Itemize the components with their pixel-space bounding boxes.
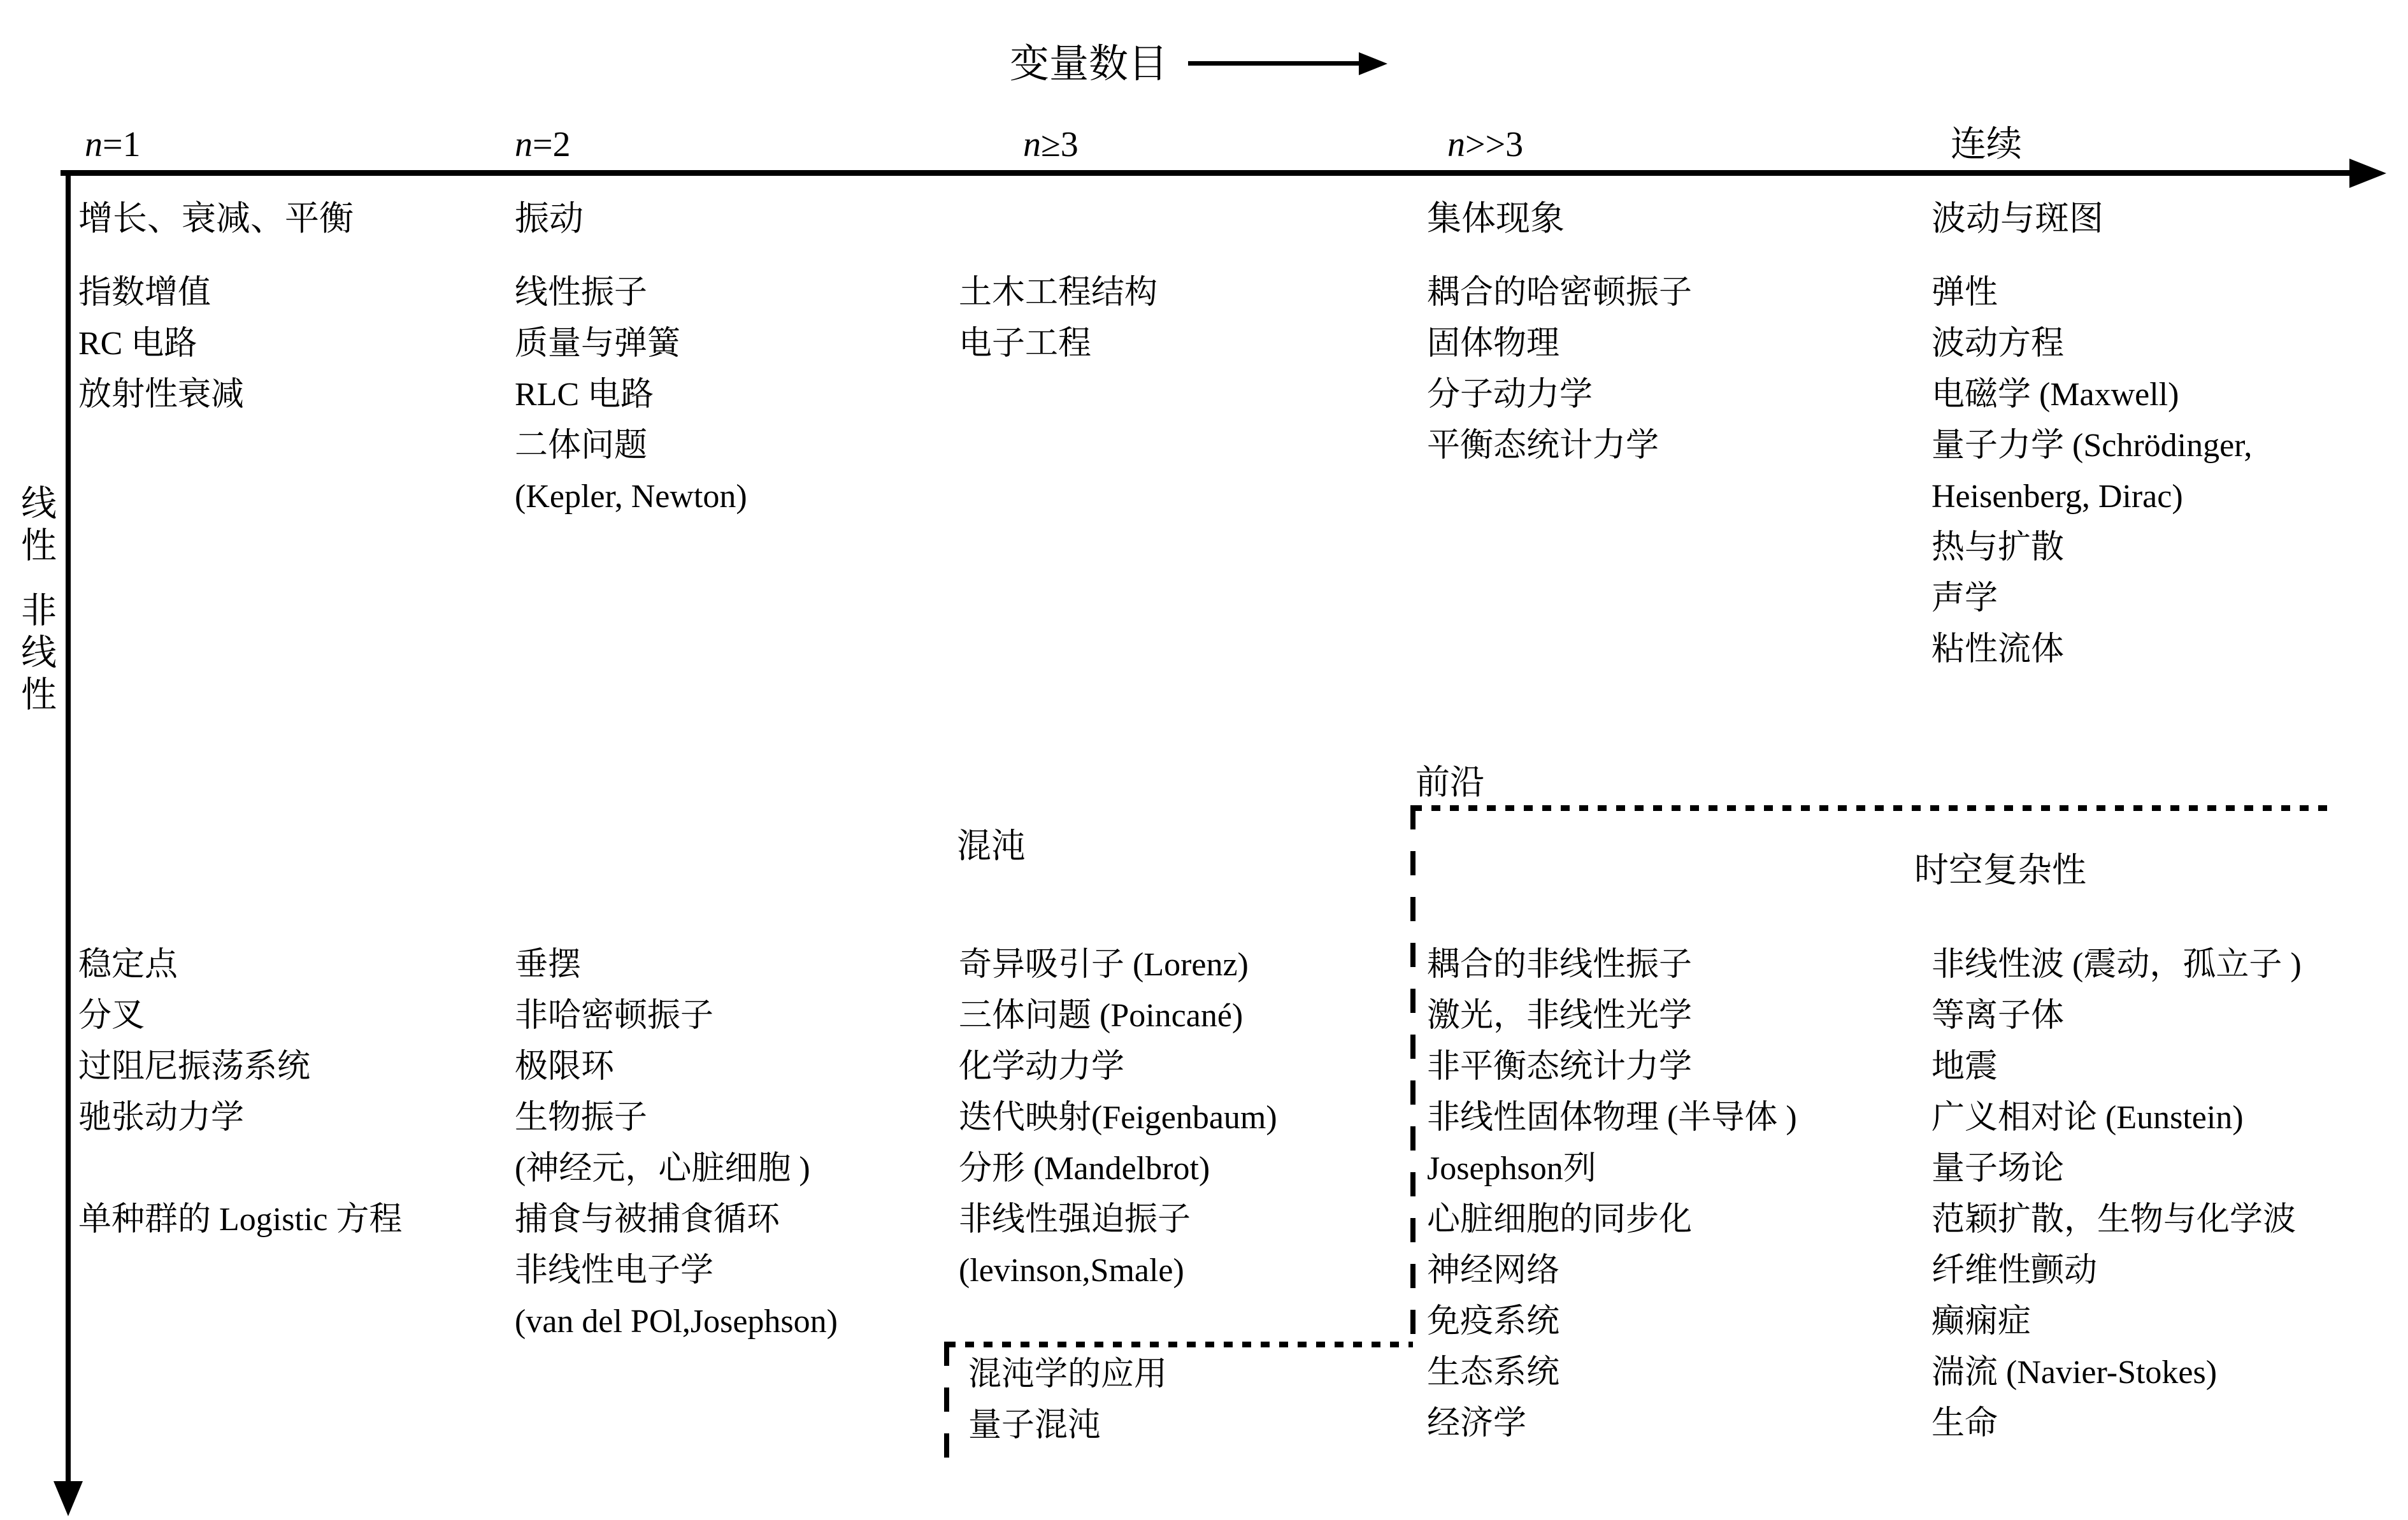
- cell-line: 非线性电子学: [515, 1252, 714, 1289]
- cell-line: Heisenberg, Dirac): [1931, 478, 2183, 515]
- cell-line: 分叉: [78, 998, 145, 1034]
- cell-line: 迭代映射(Feigenbaum): [959, 1100, 1277, 1136]
- cell-line: 波动方程: [1931, 326, 2065, 362]
- cell-line: 电磁学 (Maxwell): [1931, 376, 2179, 413]
- cell-line: 非线性固体物理 (半导体 ): [1427, 1100, 1797, 1136]
- header-n2-rest: =2: [533, 125, 571, 164]
- nonlinear-n2-cell: [515, 940, 838, 1347]
- cell-line: 湍流 (Navier-Stokes): [1931, 1354, 2218, 1391]
- cell-line: RLC 电路: [515, 376, 654, 413]
- nonlinear-n1-cell: [78, 940, 402, 1245]
- chaos-apps-top-dotted-line: [947, 1342, 1413, 1347]
- cell-line: (神经元，心脏细胞 ): [515, 1151, 810, 1187]
- nonlinear-nn3-cell: [1427, 940, 1797, 1449]
- header-n1-prefix: n: [85, 125, 103, 164]
- x-axis-line: [61, 170, 2354, 176]
- cell-line: Josephson列: [1427, 1151, 1596, 1187]
- frontier-boundary-top-dotted-line: [1413, 805, 2330, 811]
- cell-line: 稳定点: [78, 947, 178, 983]
- cell-line: 极限环: [515, 1049, 615, 1085]
- header-n3: [1023, 124, 1079, 165]
- cell-line: 纤维性颤动: [1931, 1252, 2098, 1289]
- category-collective: 集体现象: [1427, 199, 1565, 238]
- cell-line: 土木工程结构: [959, 275, 1158, 311]
- cell-line: 等离子体: [1931, 998, 2065, 1034]
- frontier-label: 前沿: [1415, 763, 1484, 801]
- spatiotemporal-label: 时空复杂性: [1914, 851, 2086, 889]
- cell-line: 混沌学的应用: [968, 1356, 1168, 1393]
- category-waves: 波动与斑图: [1931, 199, 2103, 238]
- cell-line: 分形 (Mandelbrot): [959, 1151, 1210, 1187]
- category-growth: 增长、衰减、平衡: [78, 199, 354, 238]
- linear-n3-cell: [959, 268, 1157, 369]
- cell-line: 生物振子: [515, 1100, 648, 1136]
- cell-line: 线性振子: [515, 275, 648, 311]
- linear-continuum-cell: [1931, 268, 2252, 675]
- cell-line: 非线性波 (震动，孤立子 ): [1931, 947, 2302, 983]
- linear-n1-cell: [78, 268, 244, 420]
- title-arrow-head-icon: [1359, 52, 1387, 75]
- header-nn3-prefix: n: [1447, 125, 1465, 164]
- cell-line: 激光，非线性光学: [1427, 998, 1693, 1034]
- linear-n2-cell: [515, 268, 747, 522]
- cell-line: 量子混沌: [968, 1407, 1101, 1444]
- cell-line: 电子工程: [959, 326, 1092, 362]
- cell-line: 固体物理: [1427, 326, 1560, 362]
- cell-line: [78, 1144, 402, 1194]
- category-vibration: 振动: [515, 199, 584, 238]
- cell-line: 捕食与被捕食循环: [515, 1201, 780, 1238]
- x-axis-arrow-head-icon: [2349, 159, 2386, 188]
- cell-line: 心脏细胞的同步化: [1427, 1201, 1693, 1238]
- linear-nn3-cell: [1427, 268, 1692, 471]
- header-continuum-rest: 连续: [1951, 125, 2022, 164]
- cell-line: 声学: [1931, 580, 1998, 617]
- header-n2: [515, 124, 571, 165]
- frontier-boundary-vertical-dashed-line: [1410, 805, 1415, 1345]
- y-axis-arrow-head-icon: [54, 1481, 83, 1516]
- header-n1-rest: =1: [103, 125, 141, 164]
- chaos-label: 混沌: [957, 827, 1026, 865]
- cell-line: 热与扩散: [1931, 529, 2065, 566]
- cell-line: (van del POl,Josephson): [515, 1303, 838, 1340]
- cell-line: 驰张动力学: [78, 1100, 245, 1136]
- cell-line: 地震: [1931, 1049, 1998, 1085]
- cell-line: 量子场论: [1931, 1151, 2065, 1187]
- cell-line: 粘性流体: [1931, 631, 2065, 668]
- header-nn3-rest: >>3: [1465, 125, 1524, 164]
- nonlinear-continuum-cell: [1931, 940, 2302, 1449]
- cell-line: 三体问题 (Poincané): [959, 998, 1243, 1034]
- cell-line: 神经网络: [1427, 1252, 1560, 1289]
- cell-line: 弹性: [1931, 275, 1998, 311]
- header-n1: [85, 124, 141, 165]
- cell-line: 二体问题: [515, 427, 648, 464]
- cell-line: 癫痫症: [1931, 1303, 2032, 1340]
- cell-line: 生态系统: [1427, 1354, 1560, 1391]
- header-n3-prefix: n: [1023, 125, 1041, 164]
- cell-line: 非哈密顿振子: [515, 998, 714, 1034]
- cell-line: 分子动力学: [1427, 376, 1593, 413]
- header-nn3: [1447, 124, 1523, 165]
- cell-line: 平衡态统计力学: [1427, 427, 1659, 464]
- title-arrow-line: [1188, 61, 1361, 66]
- cell-line: 化学动力学: [959, 1049, 1125, 1085]
- cell-line: 垂摆: [515, 947, 582, 983]
- chaos-applications-cell: [968, 1349, 1167, 1451]
- y-axis-label-nonlinear: 非线性: [16, 591, 55, 717]
- header-continuum: [1951, 116, 2022, 167]
- cell-line: 生命: [1931, 1405, 1998, 1442]
- cell-line: 耦合的非线性振子: [1427, 947, 1693, 983]
- cell-line: 范颖扩散，生物与化学波: [1931, 1201, 2297, 1238]
- page-title: 变量数目: [1010, 43, 1168, 86]
- cell-line: RC 电路: [78, 326, 197, 362]
- cell-line: 指数增值: [78, 275, 211, 311]
- chaos-apps-left-dashed-line: [944, 1342, 949, 1464]
- cell-line: 放射性衰减: [78, 376, 245, 413]
- cell-line: 单种群的 Logistic 方程: [78, 1201, 403, 1238]
- cell-line: 量子力学 (Schrödinger,: [1931, 427, 2253, 464]
- header-n3-rest: ≥3: [1041, 125, 1079, 164]
- header-n2-prefix: n: [515, 125, 533, 164]
- cell-line: 耦合的哈密顿振子: [1427, 275, 1693, 311]
- nonlinear-n3-cell: [959, 940, 1277, 1296]
- cell-line: (Kepler, Newton): [515, 478, 747, 515]
- cell-line: 非线性强迫振子: [959, 1201, 1191, 1238]
- y-axis-label-linear: 线性: [16, 484, 55, 568]
- cell-line: 奇异吸引子 (Lorenz): [959, 947, 1249, 983]
- cell-line: 广义相对论 (Eunstein): [1931, 1100, 2244, 1136]
- cell-line: 免疫系统: [1427, 1303, 1560, 1340]
- cell-line: 质量与弹簧: [515, 326, 681, 362]
- cell-line: 经济学: [1427, 1405, 1527, 1442]
- cell-line: 过阻尼振荡系统: [78, 1049, 311, 1085]
- cell-line: (levinson,Smale): [959, 1252, 1184, 1289]
- y-axis-line: [66, 170, 71, 1482]
- cell-line: 非平衡态统计力学: [1427, 1049, 1693, 1085]
